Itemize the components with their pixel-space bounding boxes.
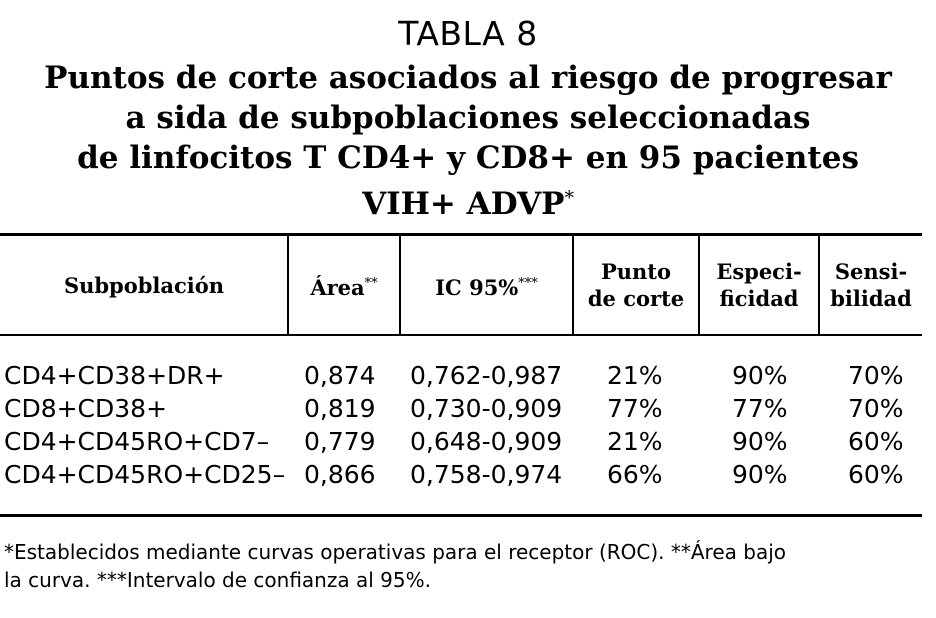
cell-punto-de-corte: 77% — [607, 394, 663, 423]
cell-ic: 0,648-0,909 — [410, 427, 563, 456]
cell-punto-de-corte: 66% — [607, 460, 663, 489]
table-footnote — [4, 538, 926, 594]
cell-subpoblacion: CD8+CD38+ — [4, 394, 168, 423]
header-especificidad-line-2: ficidad — [719, 286, 799, 311]
cell-subpoblacion: CD4+CD45RO+CD25– — [4, 460, 286, 489]
title-footnote-mark: * — [564, 187, 574, 209]
table-bottom-rule — [0, 514, 922, 517]
header-sensibilidad — [820, 236, 922, 334]
table-row — [0, 426, 922, 458]
cell-punto-de-corte: 21% — [607, 361, 663, 390]
table-title — [0, 58, 936, 224]
header-punto-line-1: Punto — [600, 259, 672, 284]
cell-area: 0,874 — [304, 361, 376, 390]
cell-sensibilidad: 70% — [848, 361, 904, 390]
header-area-label: Área — [310, 274, 365, 300]
header-punto-de-corte — [574, 236, 698, 334]
cell-especificidad: 90% — [732, 361, 788, 390]
cell-sensibilidad: 60% — [848, 460, 904, 489]
cell-area: 0,779 — [304, 427, 376, 456]
cell-ic: 0,730-0,909 — [410, 394, 563, 423]
header-especificidad-line-1: Especi- — [716, 259, 802, 284]
cell-punto-de-corte: 21% — [607, 427, 663, 456]
table-row — [0, 459, 922, 491]
cell-area: 0,819 — [304, 394, 376, 423]
footnote-line-2: la curva. ***Intervalo de confianza al 95%. — [4, 568, 431, 592]
table-row — [0, 393, 922, 425]
title-line-4 — [0, 178, 936, 224]
header-subpoblacion-label: Subpoblación — [63, 272, 225, 298]
header-ic-label: IC 95% — [435, 274, 519, 300]
title-line-4-text: VIH+ ADVP — [362, 186, 565, 222]
table-label: TABLA 8 — [398, 14, 538, 53]
cell-ic: 0,762-0,987 — [410, 361, 563, 390]
cell-especificidad: 90% — [732, 460, 788, 489]
header-area-mark: ** — [364, 275, 378, 291]
cell-sensibilidad: 70% — [848, 394, 904, 423]
title-line-2: a sida de subpoblaciones seleccionadas — [125, 100, 811, 136]
header-especificidad — [700, 236, 818, 334]
header-sensibilidad-line-2: bilidad — [830, 286, 912, 311]
title-line-3: de linfocitos T CD4+ y CD8+ en 95 pacientes — [77, 140, 859, 176]
cell-especificidad: 90% — [732, 427, 788, 456]
header-ic — [401, 236, 572, 334]
header-ic-mark: *** — [518, 275, 538, 291]
cell-especificidad: 77% — [732, 394, 788, 423]
footnote-line-1: *Establecidos mediante curvas operativas para el receptor (ROC). **Área bajo — [4, 540, 786, 564]
table-row — [0, 360, 922, 392]
header-sensibilidad-line-1: Sensi- — [834, 259, 908, 284]
cell-subpoblacion: CD4+CD45RO+CD7– — [4, 427, 270, 456]
header-area — [289, 236, 399, 334]
cell-ic: 0,758-0,974 — [410, 460, 563, 489]
table-header-rule — [0, 334, 922, 336]
cell-sensibilidad: 60% — [848, 427, 904, 456]
header-punto-line-2: de corte — [587, 286, 685, 311]
header-subpoblacion — [0, 236, 288, 334]
cell-area: 0,866 — [304, 460, 376, 489]
cell-subpoblacion: CD4+CD38+DR+ — [4, 361, 225, 390]
title-line-1: Puntos de corte asociados al riesgo de progresar — [44, 60, 892, 96]
